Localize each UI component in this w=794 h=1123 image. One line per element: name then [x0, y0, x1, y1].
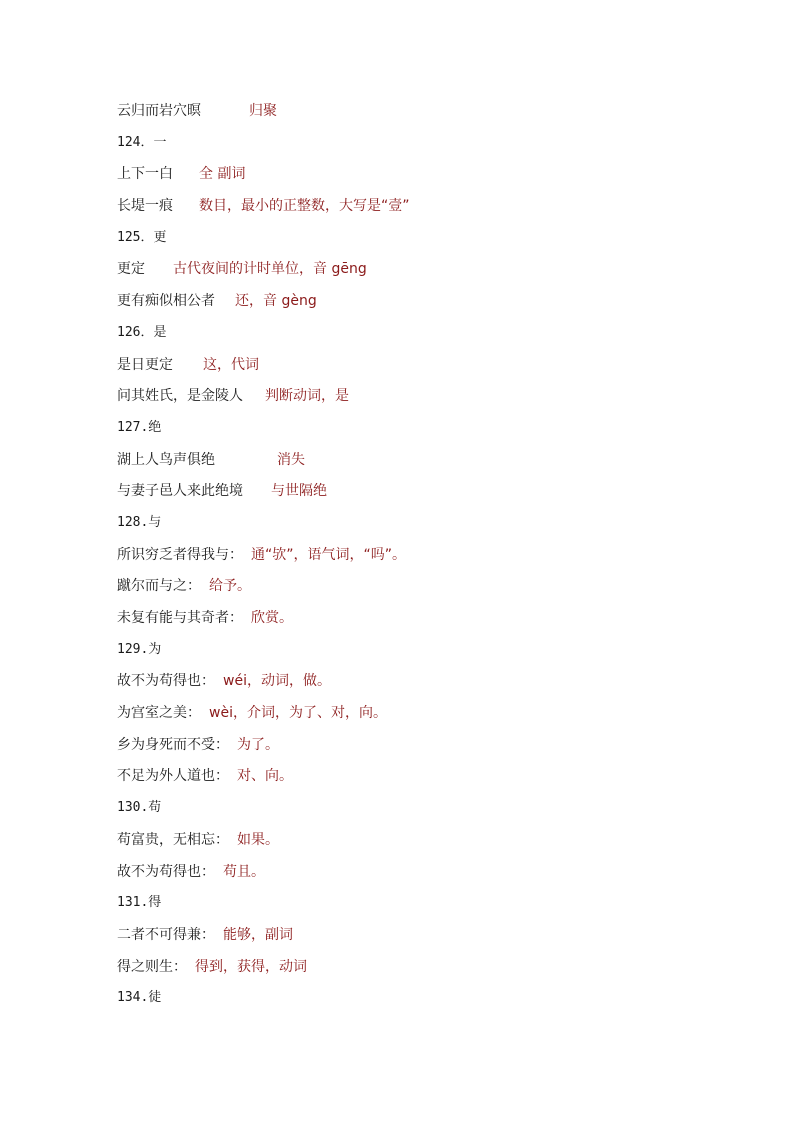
- phrase: 为宫室之美：: [117, 705, 201, 722]
- entry-line: [117, 829, 757, 861]
- definition: 给予。: [209, 578, 251, 595]
- definition: 全 副词: [199, 166, 246, 183]
- definition: 数目，最小的正整数，大写是“壹”: [199, 198, 410, 215]
- definition: 与世隔绝: [271, 483, 327, 500]
- phrase: 是日更定: [117, 356, 173, 373]
- phrase: 不足为外人道也：: [117, 768, 229, 785]
- section-heading: 134.徒: [117, 990, 162, 1006]
- definition: 苟且。: [223, 863, 265, 880]
- phrase: 得之则生：: [117, 958, 187, 975]
- phrase: 更定: [117, 261, 145, 278]
- phrase: 二者不可得兼：: [117, 926, 215, 943]
- definition: wèi，介词，为了、对，向。: [209, 705, 387, 722]
- section-heading: 124．一: [117, 134, 167, 150]
- definition: 还，音 gèng: [235, 293, 317, 310]
- phrase: 故不为苟得也：: [117, 673, 215, 690]
- phrase: 湖上人鸟声俱绝: [117, 451, 215, 468]
- phrase: 所识穷乏者得我与：: [117, 546, 243, 563]
- entry-line: [117, 544, 757, 576]
- definition: 这，代词: [203, 356, 259, 373]
- entry-line: [117, 765, 757, 797]
- phrase: 未复有能与其奇者：: [117, 610, 243, 626]
- definition: 归聚: [249, 103, 277, 119]
- entry-line: [117, 734, 757, 766]
- entry-line: [117, 258, 757, 290]
- phrase: 故不为苟得也：: [117, 863, 215, 880]
- entry-line: [117, 956, 757, 988]
- phrase: 苟富贵，无相忘：: [117, 831, 229, 848]
- entry-line: [117, 575, 757, 607]
- phrase: 问其姓氏，是金陵人: [117, 388, 243, 405]
- entry-line: [117, 163, 757, 195]
- phrase: 云归而岩穴暝: [117, 103, 201, 119]
- section-heading: 126．是: [117, 324, 167, 340]
- phrase: 上下一白: [117, 166, 173, 183]
- phrase: 长堤一痕: [117, 198, 173, 215]
- definition: wéi，动词，做。: [223, 673, 331, 690]
- entry-line: [117, 290, 757, 322]
- document-body: [117, 100, 757, 1019]
- definition: 为了。: [237, 736, 279, 753]
- definition: 欣赏。: [251, 610, 293, 626]
- entry-line: [117, 385, 757, 417]
- section-heading: 127.绝: [117, 419, 162, 435]
- phrase: 乡为身死而不受：: [117, 736, 229, 753]
- definition: 古代夜间的计时单位，音 gēng: [173, 261, 367, 278]
- entry-line: [117, 100, 757, 132]
- definition: 对、向。: [237, 768, 293, 785]
- section-heading: 129.为: [117, 641, 162, 657]
- phrase: 蹴尔而与之：: [117, 578, 201, 595]
- entry-line: [117, 195, 757, 227]
- entry-line: [117, 861, 757, 893]
- phrase: 更有痴似相公者: [117, 293, 215, 310]
- entry-line: [117, 354, 757, 386]
- definition: 判断动词，是: [265, 388, 349, 405]
- phrase: 与妻子邑人来此绝境: [117, 483, 243, 500]
- entry-line: [117, 702, 757, 734]
- definition: 能够，副词: [223, 926, 293, 943]
- entry-line: [117, 607, 757, 639]
- entry-line: [117, 449, 757, 481]
- definition: 通“欤”，语气词，“吗”。: [251, 546, 407, 563]
- entry-line: [117, 480, 757, 512]
- section-heading: 130.苟: [117, 800, 162, 816]
- definition: 如果。: [237, 831, 279, 848]
- definition: 得到，获得，动词: [195, 958, 307, 975]
- definition: 消失: [277, 451, 305, 468]
- entry-line: [117, 924, 757, 956]
- section-heading: 125．更: [117, 229, 167, 245]
- entry-line: [117, 670, 757, 702]
- section-heading: 131.得: [117, 895, 162, 911]
- section-heading: 128.与: [117, 514, 162, 530]
